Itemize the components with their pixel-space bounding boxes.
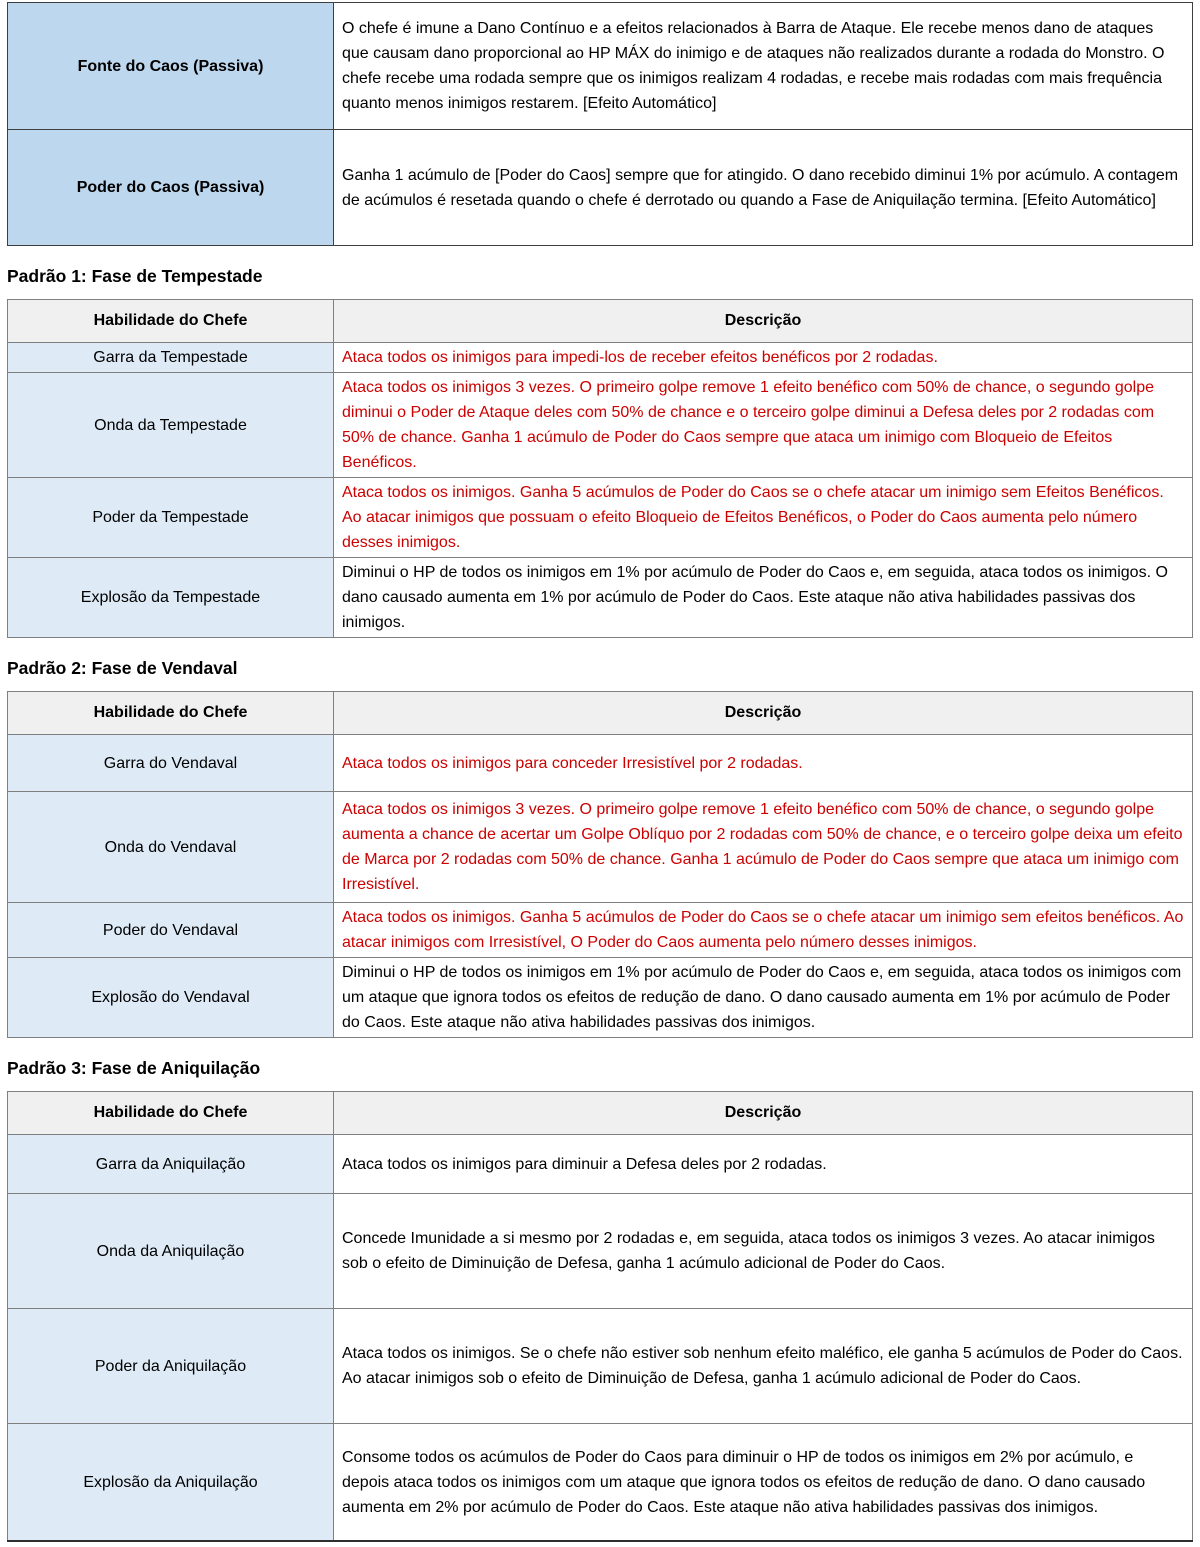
ability-name-cell: Onda do Vendaval xyxy=(8,792,334,903)
ability-row xyxy=(8,478,1193,558)
passives-table xyxy=(7,2,1193,246)
column-header-ability: Habilidade do Chefe xyxy=(8,692,334,735)
ability-row xyxy=(8,343,1193,373)
ability-name-cell: Garra da Aniquilação xyxy=(8,1135,334,1194)
ability-name-cell: Explosão da Aniquilação xyxy=(8,1424,334,1542)
abilities-table-aniquilacao xyxy=(7,1091,1193,1542)
ability-description-cell: Ataca todos os inimigos. Ganha 5 acúmulos de Poder do Caos se o chefe atacar um inimigo sem Efeitos Benéficos. Ao atacar inimigos que possuam o efeito Bloqueio de Efeitos Benéficos, o Poder do Caos aumenta pelo número desses inimigos. xyxy=(334,478,1193,558)
ability-description-cell: Diminui o HP de todos os inimigos em 1% por acúmulo de Poder do Caos e, em seguida, ataca todos os inimigos com um ataque que ignora todos os efeitos de redução de dano. O dano causado aumenta em 1% por acúmulo de Poder do Caos. Este ataque não ativa habilidades passivas dos inimigos. xyxy=(334,958,1193,1038)
ability-row xyxy=(8,1135,1193,1194)
ability-description-cell: Ataca todos os inimigos para conceder Irresistível por 2 rodadas. xyxy=(334,735,1193,792)
table-header-row xyxy=(8,692,1193,735)
passive-row xyxy=(8,130,1193,246)
abilities-table-tempestade xyxy=(7,299,1193,638)
ability-row xyxy=(8,1309,1193,1424)
column-header-ability: Habilidade do Chefe xyxy=(8,1092,334,1135)
ability-row xyxy=(8,735,1193,792)
abilities-table-vendaval xyxy=(7,691,1193,1038)
ability-name-cell: Poder do Vendaval xyxy=(8,903,334,958)
column-header-description: Descrição xyxy=(334,1092,1193,1135)
ability-description-cell: Ataca todos os inimigos 3 vezes. O primeiro golpe remove 1 efeito benéfico com 50% de chance, o segundo golpe diminui o Poder de Ataque deles com 50% de chance e o terceiro golpe diminui a Defesa deles por 2 rodadas com 50% de chance. Ganha 1 acúmulo de Poder do Caos sempre que ataca um inimigo com Bloqueio de Efeitos Benéficos. xyxy=(334,373,1193,478)
column-header-description: Descrição xyxy=(334,692,1193,735)
passive-row xyxy=(8,3,1193,130)
ability-name-cell: Garra da Tempestade xyxy=(8,343,334,373)
ability-description-cell: Ataca todos os inimigos para impedi-los de receber efeitos benéficos por 2 rodadas. xyxy=(334,343,1193,373)
column-header-description: Descrição xyxy=(334,300,1193,343)
table-header-row xyxy=(8,300,1193,343)
ability-row xyxy=(8,903,1193,958)
ability-name-cell: Garra do Vendaval xyxy=(8,735,334,792)
passive-description-cell: Ganha 1 acúmulo de [Poder do Caos] sempre que for atingido. O dano recebido diminui 1% por acúmulo. A contagem de acúmulos é resetada quando o chefe é derrotado ou quando a Fase de Aniquilação termina. [Efeito Automático] xyxy=(334,130,1193,246)
ability-description-cell: Ataca todos os inimigos. Ganha 5 acúmulos de Poder do Caos se o chefe atacar um inimigo sem efeitos benéficos. Ao atacar inimigos com Irresistível, O Poder do Caos aumenta pelo número desses inimigos. xyxy=(334,903,1193,958)
ability-row xyxy=(8,792,1193,903)
ability-name-cell: Onda da Tempestade xyxy=(8,373,334,478)
ability-row xyxy=(8,958,1193,1038)
ability-row xyxy=(8,1424,1193,1542)
ability-description-cell: Ataca todos os inimigos para diminuir a Defesa deles por 2 rodadas. xyxy=(334,1135,1193,1194)
passive-description-cell: O chefe é imune a Dano Contínuo e a efeitos relacionados à Barra de Ataque. Ele recebe menos dano de ataques que causam dano proporcional ao HP MÁX do inimigo e de ataques não realizados durante a rodada do Monstro. O chefe recebe uma rodada sempre que os inimigos realizam 4 rodadas, e recebe mais rodadas com mais frequência quanto menos inimigos restarem. [Efeito Automático] xyxy=(334,3,1193,130)
ability-name-cell: Onda da Aniquilação xyxy=(8,1194,334,1309)
ability-description-cell: Ataca todos os inimigos 3 vezes. O primeiro golpe remove 1 efeito benéfico com 50% de chance, o segundo golpe aumenta a chance de acertar um Golpe Oblíquo por 2 rodadas com 50% de chance, e o terceiro golpe deixa um efeito de Marca por 2 rodadas com 50% de chance. Ganha 1 acúmulo de Poder do Caos sempre que ataca um inimigo com Irresistível. xyxy=(334,792,1193,903)
ability-name-cell: Explosão do Vendaval xyxy=(8,958,334,1038)
ability-name-cell: Explosão da Tempestade xyxy=(8,558,334,638)
ability-description-cell: Concede Imunidade a si mesmo por 2 rodadas e, em seguida, ataca todos os inimigos 3 vezes. Ao atacar inimigos sob o efeito de Diminuição de Defesa, ganha 1 acúmulo adicional de Poder do Caos. xyxy=(334,1194,1193,1309)
passive-name-cell: Fonte do Caos (Passiva) xyxy=(8,3,334,130)
passive-name-cell: Poder do Caos (Passiva) xyxy=(8,130,334,246)
ability-row xyxy=(8,373,1193,478)
section-heading-vendaval: Padrão 2: Fase de Vendaval xyxy=(7,658,238,678)
column-header-ability: Habilidade do Chefe xyxy=(8,300,334,343)
ability-row xyxy=(8,1194,1193,1309)
ability-description-cell: Ataca todos os inimigos. Se o chefe não estiver sob nenhum efeito maléfico, ele ganha 5 acúmulos de Poder do Caos. Ao atacar inimigos sob o efeito de Diminuição de Defesa, ganha 1 acúmulo adicional de Poder do Caos. xyxy=(334,1309,1193,1424)
ability-description-cell: Consome todos os acúmulos de Poder do Caos para diminuir o HP de todos os inimigos em 2% por acúmulo, e depois ataca todos os inimigos com um ataque que ignora todos os efeitos de redução de dano. O dano causado aumenta em 2% por acúmulo de Poder do Caos. Este ataque não ativa habilidades passivas dos inimigos. xyxy=(334,1424,1193,1542)
section-heading-tempestade: Padrão 1: Fase de Tempestade xyxy=(7,266,263,286)
ability-description-cell: Diminui o HP de todos os inimigos em 1% por acúmulo de Poder do Caos e, em seguida, ataca todos os inimigos. O dano causado aumenta em 1% por acúmulo de Poder do Caos. Este ataque não ativa habilidades passivas dos inimigos. xyxy=(334,558,1193,638)
table-header-row xyxy=(8,1092,1193,1135)
ability-name-cell: Poder da Tempestade xyxy=(8,478,334,558)
section-heading-aniquilacao: Padrão 3: Fase de Aniquilação xyxy=(7,1058,261,1078)
ability-row xyxy=(8,558,1193,638)
ability-name-cell: Poder da Aniquilação xyxy=(8,1309,334,1424)
